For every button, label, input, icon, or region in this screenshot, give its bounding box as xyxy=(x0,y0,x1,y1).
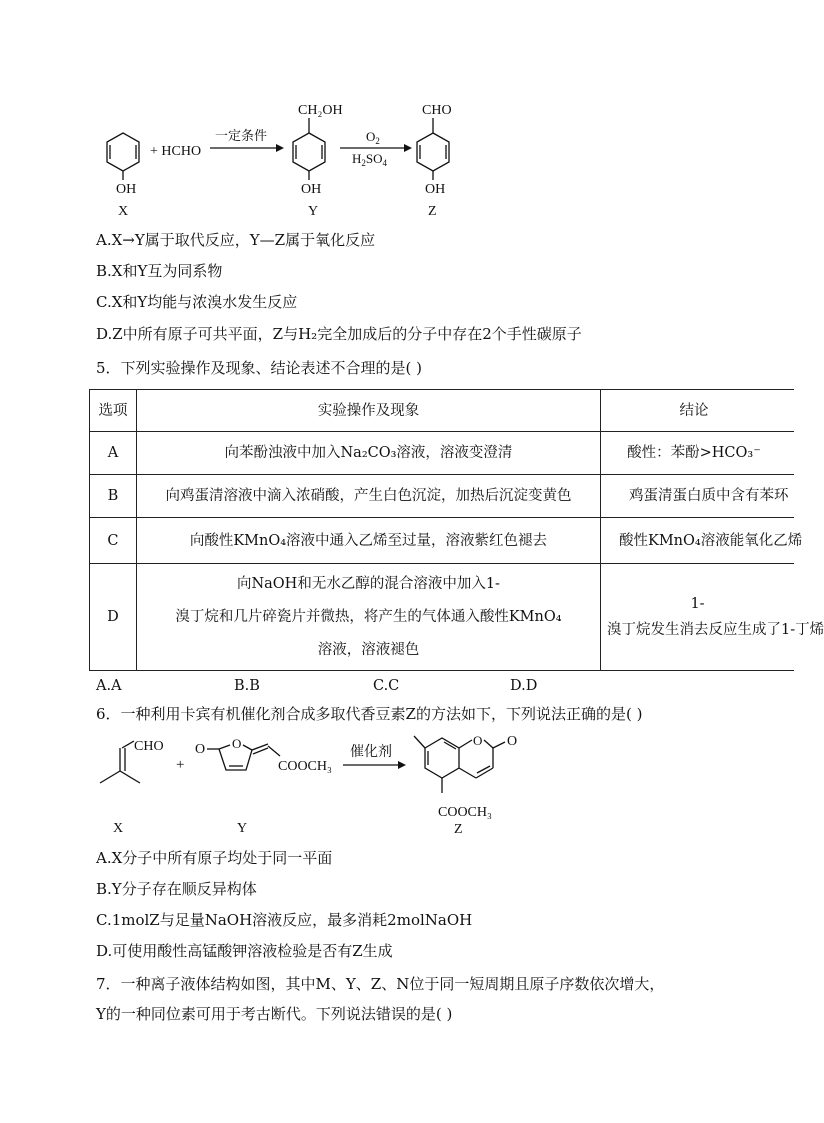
q6-option-d: D.可使用酸性高锰酸钾溶液检验是否有Z生成 xyxy=(96,942,393,960)
q5-stem: 5．下列实验操作及现象、结论表述不合理的是( ) xyxy=(96,359,423,377)
y-carbonyl-o: O xyxy=(195,742,206,757)
table-row xyxy=(90,475,795,518)
row-d-option: D xyxy=(90,564,137,671)
z-oh-label: OH xyxy=(425,182,446,197)
header-conclusion: 结论 xyxy=(601,390,795,432)
y-cooch3-label: COOCH₃ xyxy=(278,759,332,774)
z-structure xyxy=(417,118,449,180)
x-label: X xyxy=(118,204,129,219)
q6-option-b: B.Y分子存在顺反异构体 xyxy=(96,880,257,898)
y-ring-o: O xyxy=(232,736,242,751)
q6-option-a: A.X分子中所有原子均处于同一平面 xyxy=(96,849,333,867)
x-oh-label: OH xyxy=(116,182,137,197)
table-row xyxy=(90,564,795,671)
row-c-conclusion: 酸性KMnO₄溶液能氧化乙烯 xyxy=(601,518,795,564)
o2-reagent: $O_2$ xyxy=(366,129,380,146)
row-c-operation: 向酸性KMnO₄溶液中通入乙烯至过量，溶液紫红色褪去 xyxy=(136,518,600,564)
q5-choice-a: A.A xyxy=(96,678,122,694)
q6-reaction-scheme xyxy=(0,728,794,838)
z-carbonyl-o: O xyxy=(507,734,518,749)
q4-option-b: B.X和Y互为同系物 xyxy=(96,262,223,280)
q7-stem-line-1: 7．一种离子液体结构如图，其中M、Y、Z、N位于同一短周期且原子序数依次增大， xyxy=(96,975,665,993)
row-a-conclusion: 酸性：苯酚>HCO₃⁻ xyxy=(601,432,795,475)
x-cho-label: CHO xyxy=(134,739,164,754)
table-row xyxy=(90,432,795,475)
h2so4-reagent: $H_2SO_4$ xyxy=(352,151,388,168)
row-b-conclusion: 鸡蛋清蛋白质中含有苯环 xyxy=(601,475,795,518)
q7-stem-line-2: Y的一种同位素可用于考古断代。下列说法错误的是( ) xyxy=(96,1005,453,1023)
y-label: Y xyxy=(308,204,319,219)
q6-option-c: C.1molZ与足量NaOH溶液反应，最多消耗2molNaOH xyxy=(96,911,473,929)
y-ch2oh-label: CH₂OH xyxy=(298,103,343,118)
table-header-row xyxy=(90,390,795,432)
z-label: Z xyxy=(428,204,437,219)
row-c-option: C xyxy=(90,518,137,564)
header-operation: 实验操作及现象 xyxy=(136,390,600,432)
q6-stem: 6．一种利用卡宾有机催化剂合成多取代香豆素Z的方法如下，下列说法正确的是( ) xyxy=(96,705,643,723)
row-b-option: B xyxy=(90,475,137,518)
hcho-reagent: + HCHO xyxy=(150,144,202,159)
y-structure xyxy=(293,118,325,180)
q5-choice-c: C.C xyxy=(373,678,400,694)
x-label: X xyxy=(113,821,124,836)
row-a-option: A xyxy=(90,432,137,475)
phenol-structure xyxy=(107,133,139,180)
q4-option-c: C.X和Y均能与浓溴水发生反应 xyxy=(96,293,298,311)
z-cooch3-label: COOCH₃ xyxy=(438,805,492,820)
q4-reaction-scheme xyxy=(0,0,794,230)
row-d-operation: 向NaOH和无水乙醇的混合溶液中加入1- 溴丁烷和几片碎瓷片并微热，将产生的气体通入酸性KMnO₄ 溶液，溶液褪色 xyxy=(136,564,600,671)
catalyst-text: 催化剂 xyxy=(350,745,392,760)
plus-sign: + xyxy=(176,757,185,773)
row-d-conclusion: 1- 溴丁烷发生消去反应生成了1-丁烯 xyxy=(601,564,795,671)
condition-text: 一定条件 xyxy=(215,128,268,143)
z-cho-label: CHO xyxy=(422,103,452,118)
y-label: Y xyxy=(237,821,248,836)
q4-option-a: A.X→Y属于取代反应，Y—Z属于氧化反应 xyxy=(96,231,376,249)
y-oh-label: OH xyxy=(301,182,322,197)
row-a-operation: 向苯酚浊液中加入Na₂CO₃溶液，溶液变澄清 xyxy=(136,432,600,475)
z-ring-o: O xyxy=(473,733,483,748)
y-structure xyxy=(207,744,280,770)
q5-experiment-table xyxy=(89,389,824,671)
q5-choice-b: B.B xyxy=(234,678,260,694)
table-row xyxy=(90,518,795,564)
header-option: 选项 xyxy=(90,390,137,432)
q5-choice-d: D.D xyxy=(510,678,538,694)
q4-option-d: D.Z中所有原子可共平面，Z与H₂完全加成后的分子中存在2个手性碳原子 xyxy=(96,325,582,343)
z-label: Z xyxy=(454,822,463,837)
z-structure xyxy=(414,736,505,793)
row-b-operation: 向鸡蛋清溶液中滴入浓硝酸，产生白色沉淀，加热后沉淀变黄色 xyxy=(136,475,600,518)
